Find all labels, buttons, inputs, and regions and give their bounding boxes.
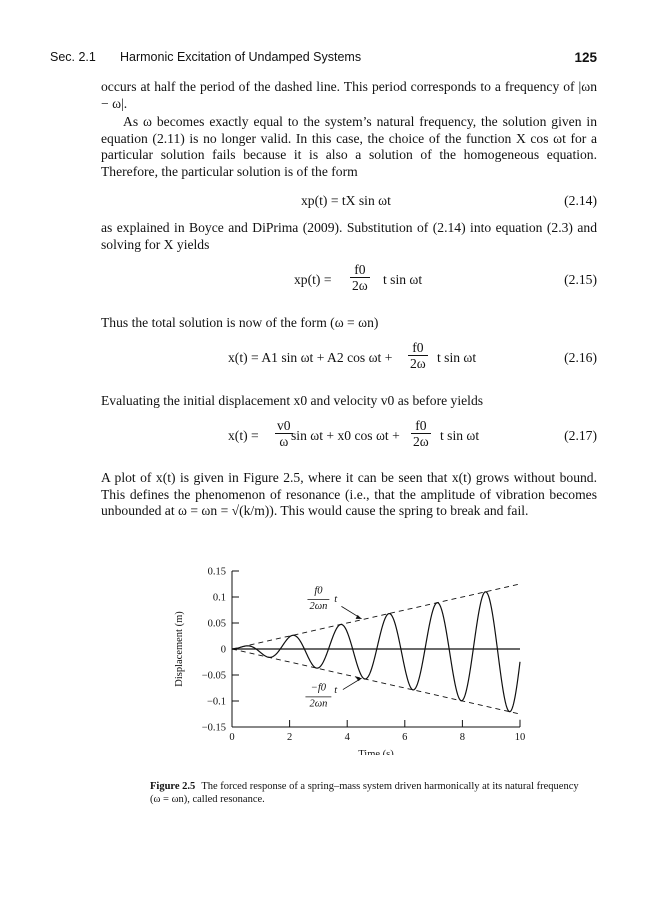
annotation-upper-suffix: t xyxy=(334,594,338,606)
y-axis-label: Displacement (m) xyxy=(174,611,185,687)
paragraph-1: occurs at half the period of the dashed line. This period corresponds to a frequency of |ωn − ω|. xyxy=(101,79,597,111)
annotation-lower-den: 2ωn xyxy=(309,698,328,710)
response-curve xyxy=(232,592,520,712)
y-tick-label: 0.05 xyxy=(207,618,226,630)
x-tick-label: 10 xyxy=(514,732,526,743)
y-tick-label: 0.15 xyxy=(207,566,226,578)
y-tick-label: −0.05 xyxy=(201,670,226,682)
x-tick-label: 2 xyxy=(286,732,293,743)
y-tick-label: −0.15 xyxy=(201,722,226,734)
paragraph-3: as explained in Boyce and DiPrima (2009). Substitution of (2.14) into equation (2.3) and solving for X yields xyxy=(101,220,597,252)
figure-caption xyxy=(150,780,590,806)
x-tick-label: 6 xyxy=(402,732,408,743)
caption-label: Figure 2.5 xyxy=(150,781,196,792)
paragraph-2: As ω becomes exactly equal to the system’s natural frequency, the solution given in equation (2.11) is no longer valid. In this case, the choice of the function X cos ωt for a particular solution fails because it is also a solution of the homogeneous equation. Therefore, the particular solution is of the form xyxy=(101,114,597,179)
running-title: Harmonic Excitation of Undamped Systems xyxy=(120,50,362,64)
page-number: 125 xyxy=(574,50,597,65)
lower-envelope xyxy=(232,649,520,714)
y-tick-label: −0.1 xyxy=(206,696,226,708)
y-tick-label: 0 xyxy=(220,644,226,656)
caption-text: The forced response of a spring–mass system driven harmonically at its natural frequency (ω = ωn), called resonance. xyxy=(150,781,579,805)
resonance-chart xyxy=(150,565,550,755)
figure-2-5 xyxy=(150,565,550,755)
page: Sec. 2.1 Harmonic Excitation of Undamped Systems 125 occurs at half the period of the dashed line. This period corresponds to a frequency of |ωn − ω|. As ω becomes exactly equal to the system’s natural frequency, the solution given in equation (2.11) is no longer valid. In this case, the choice of the function X cos ωt for a particular solution fails because it is also a solution of the homogeneous equation. Therefore, the particular solution is of the form xp(t) = tX sin ωt (2.14) as explained in Boyce and DiPrima (2009). Substitution of (2.14) into equation (2.3) and solving for X yields xp(t) = $\frac{f0}{2\omega}$ t sin ωt (2.15) Thus the total solution is now of the form (ω = ωn) x(t) = A1 sin ωt + A2 cos ωt + $\frac{f0}{2\omega}$ t sin ωt (2.16) Evaluating the initial displacement x0 and velocity v0 as before yields x(t) = $\frac{v0}{\omega}$ sin ωt + x0 cos ωt + $\frac{f0}{2\omega}$ t sin ωt (2.17) A plot of x(t) is given in Figure 2.5, where it can be seen that x(t) grows without bound. This defines the phenomenon of resonance (i.e., that the amplitude of vibration becomes unbounded at ω = ωn = √(k/m)). This would cause the spring to break and fail. 0.15 0.1 0.05 0 −0.05 −0.1 −0.15 0 2 4 6 8 10 Time (s) Displacement (m) f0 2ωn t −f0 2ωn t Figure 2.5 The forced response of a spring–mass system driven harmonically at its natural frequency (ω = ωn), called resonance. xyxy=(0,0,647,900)
annotation-upper-num: f0 xyxy=(314,585,323,597)
y-tick-label: 0.1 xyxy=(212,592,226,604)
x-axis-label: Time (s) xyxy=(358,749,394,755)
x-tick-label: 8 xyxy=(459,732,466,743)
paragraph-6: A plot of x(t) is given in Figure 2.5, where it can be seen that x(t) grows without bound. This defines the phenomenon of resonance (i.e., that the amplitude of vibration becomes unbounded at ω = ωn = √(k/m)). This would cause the spring to break and fail. xyxy=(101,470,597,518)
x-tick-label: 0 xyxy=(229,732,235,743)
paragraph-4: Thus the total solution is now of the form (ω = ωn) xyxy=(101,315,379,330)
annotation-lower-num: −f0 xyxy=(310,682,327,694)
x-tick-label: 4 xyxy=(344,732,350,743)
annotation-lower-suffix: t xyxy=(334,685,338,697)
paragraph-5: Evaluating the initial displacement x0 and velocity v0 as before yields xyxy=(101,393,484,408)
upper-envelope xyxy=(232,584,520,649)
section-label: Sec. 2.1 xyxy=(50,50,96,64)
annotation-upper-den: 2ωn xyxy=(309,600,328,612)
